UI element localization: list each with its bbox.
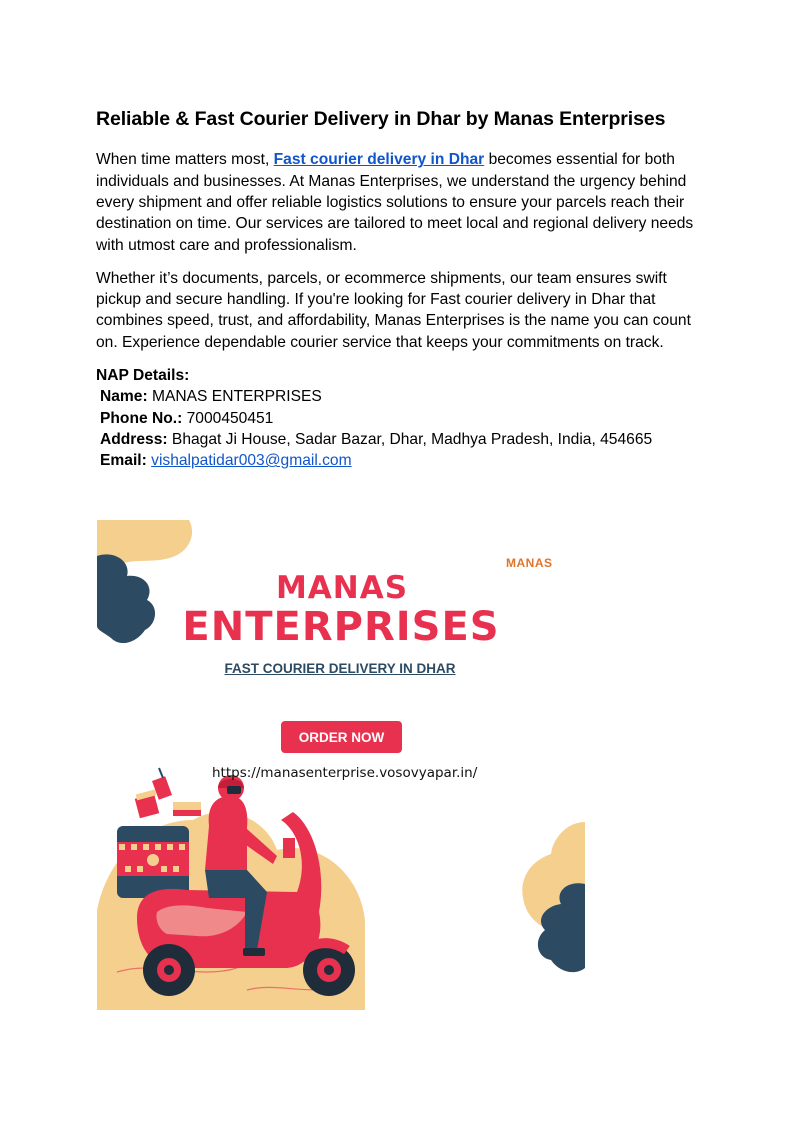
nap-address-label: Address: (100, 430, 168, 448)
nap-phone-row (96, 408, 706, 429)
page-title: Reliable & Fast Courier Delivery in Dhar by Manas Enterprises (96, 108, 666, 130)
order-now-button[interactable]: ORDER NOW (281, 721, 402, 753)
brand-name-line2: ENTERPRISES (182, 604, 500, 650)
nap-details (96, 365, 706, 471)
nap-email-row (96, 450, 706, 471)
courier-keyword-link[interactable]: Fast courier delivery in Dhar (273, 151, 485, 169)
nap-phone-label: Phone No.: (100, 409, 183, 427)
nap-email-label: Email: (100, 452, 147, 470)
services-paragraph: Whether it’s documents, parcels, or ecommerce shipments, our team ensures swift pickup and secure handling. If you're looking for Fast courier delivery in Dhar that combines speed, trust, and affordability, Manas Enterprises is the name you can count on. Experience dependable courier service that keeps your commitments on track. (96, 269, 691, 351)
website-url: https://manasenterprise.vosovyapar.in/ (212, 765, 478, 781)
nap-phone-value: 7000450451 (182, 409, 274, 427)
nap-address-value: Bhagat Ji House, Sadar Bazar, Dhar, Madhya Pradesh, India, 454665 (167, 430, 653, 448)
nap-name-label: Name: (100, 388, 148, 406)
nap-heading: NAP Details: (96, 367, 190, 385)
nap-address-row (96, 429, 706, 450)
intro-text-end: becomes essential for both individuals and businesses. At Manas Enterprises, we understand the urgency behind every shipment and offer reliable logistics solutions to ensure your parcels reach their destination on time. Our services are tailored to meet local and regional delivery needs with utmost care and professionalism. (96, 151, 694, 254)
intro-paragraph (96, 149, 706, 255)
nap-name-value: MANAS ENTERPRISES (147, 388, 322, 406)
banner-tagline: FAST COURIER DELIVERY IN DHAR (224, 661, 456, 676)
nap-name-row (96, 386, 706, 407)
intro-text-start: When time matters most, (96, 151, 274, 169)
delivery-box (117, 826, 189, 898)
email-link[interactable]: vishalpatidar003@gmail.com (151, 452, 352, 470)
floating-parcels (135, 768, 201, 818)
brand-small-logo: MANAS (506, 556, 553, 570)
promo-banner (97, 520, 587, 1010)
document-body (96, 108, 706, 472)
brand-name-line1: MANAS (275, 570, 409, 606)
